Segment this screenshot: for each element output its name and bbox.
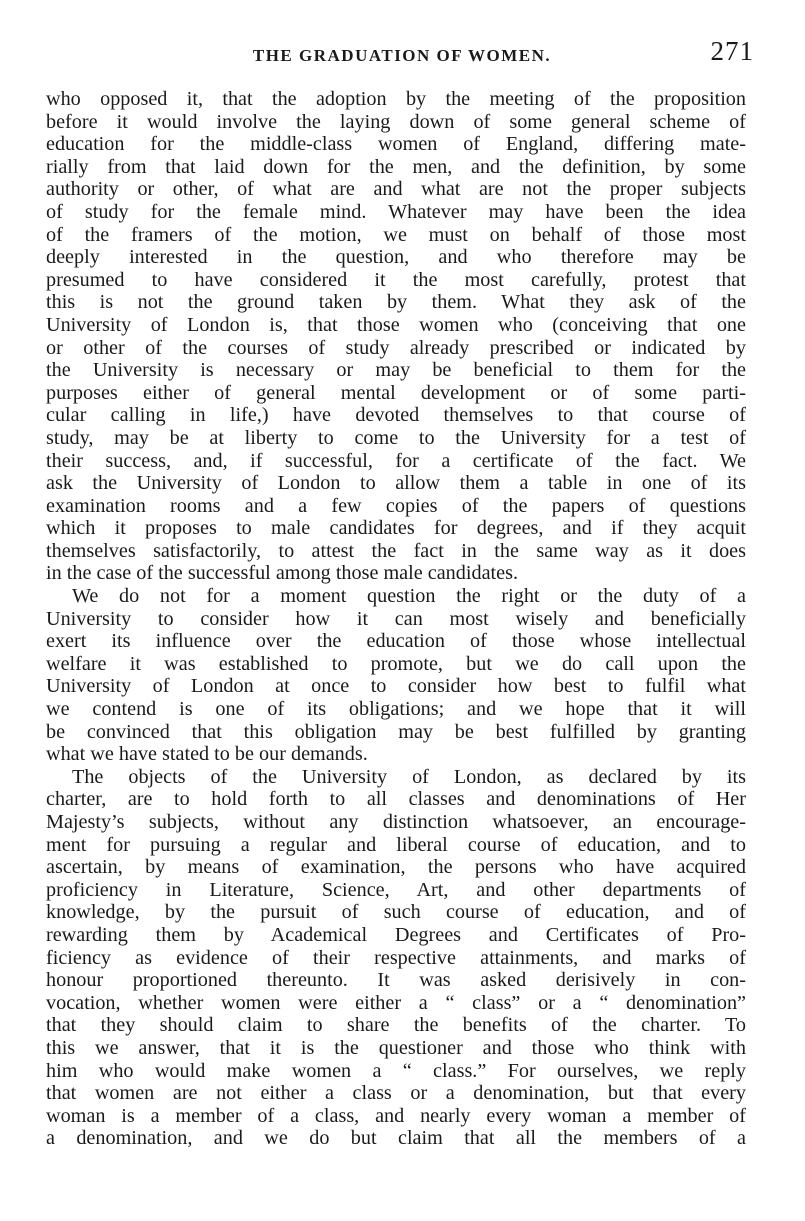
text-line: we contend is one of its obligations; and we hope that it will (46, 698, 746, 721)
text-line: rewarding them by Academical Degrees and Certificates of Pro- (46, 923, 746, 946)
text-line: their success, and, if successful, for a certificate of the fact. We (46, 449, 746, 472)
text-line: Majesty’s subjects, without any distinction whatsoever, an encourage- (46, 811, 746, 833)
text-line: study, may be at liberty to come to the University for a test of (46, 426, 746, 449)
text-line: University of London at once to consider how best to fulfil what (46, 675, 746, 698)
running-title: THE GRADUATION OF WOMEN. (252, 46, 552, 65)
text-line: The objects of the University of London, as declared by its (72, 765, 746, 788)
page-number: 271 (710, 36, 754, 66)
text-line: a denomination, and we do but claim that all the members of a (46, 1127, 746, 1150)
text-line: of the framers of the motion, we must on behalf of those most (46, 223, 746, 246)
text-line: University to consider how it can most wisely and beneficially (46, 607, 746, 630)
text-line: presumed to have considered it the most carefully, protest that (46, 268, 746, 291)
text-line: that they should claim to share the benefits of the charter. To (46, 1014, 746, 1037)
text-line: what we have stated to be our demands. (46, 743, 368, 766)
paragraph-2 (46, 585, 746, 766)
paragraph-3 (46, 766, 746, 1150)
text-line: before it would involve the laying down of some general scheme of (46, 110, 746, 133)
text-line: ment for pursuing a regular and liberal course of education, and to (46, 833, 746, 856)
text-line: him who would make women a “ class.” For ourselves, we reply (46, 1059, 746, 1082)
text-line: welfare it was established to promote, but we do call upon the (46, 652, 746, 675)
text-line: knowledge, by the pursuit of such course of education, and of (46, 901, 746, 924)
text-line: of study for the female mind. Whatever may have been the idea (46, 200, 746, 223)
text-line: in the case of the successful among those male candidates. (46, 562, 519, 585)
text-line: rially from that laid down for the men, and the definition, by some (46, 155, 746, 178)
text-line: woman is a member of a class, and nearly every woman a member of (46, 1104, 746, 1127)
text-line: or other of the courses of study already prescribed or indicated by (46, 336, 746, 359)
text-line: this we answer, that it is the questioner and those who think with (46, 1036, 746, 1059)
text-line: vocation, whether women were either a “ class” or a “ denomination” (46, 991, 746, 1014)
text-line: We do not for a moment question the right or the duty of a (72, 585, 746, 608)
text-line: ask the University of London to allow them a table in one of its (46, 472, 746, 495)
text-line: ascertain, by means of examination, the persons who have acquired (46, 856, 746, 879)
text-line: ficiency as evidence of their respective attainments, and marks of (46, 946, 746, 969)
page-header (46, 34, 758, 66)
body-text (46, 88, 746, 1150)
text-line: be convinced that this obligation may be best fulfilled by granting (46, 720, 746, 743)
text-line: education for the middle-class women of England, differing mate- (46, 133, 746, 156)
text-line: charter, are to hold forth to all classes and denominations of Her (46, 788, 746, 811)
paragraph-1 (46, 88, 746, 585)
text-line: honour proportioned thereunto. It was asked derisively in con- (46, 969, 746, 992)
text-line: authority or other, of what are and what are not the proper subjects (46, 178, 746, 201)
text-line: proficiency in Literature, Science, Art, and other departments of (46, 878, 746, 901)
text-line: the University is necessary or may be beneficial to them for the (46, 359, 746, 382)
text-line: this is not the ground taken by them. What they ask of the (46, 291, 746, 314)
text-line: examination rooms and a few copies of the papers of questions (46, 494, 746, 517)
text-line: deeply interested in the question, and who therefore may be (46, 246, 746, 269)
text-line: themselves satisfactorily, to attest the fact in the same way as it does (46, 539, 746, 562)
text-line: cular calling in life,) have devoted themselves to that course of (46, 404, 746, 427)
text-line: who opposed it, that the adoption by the meeting of the proposition (46, 88, 746, 110)
text-line: exert its influence over the education of those whose intellectual (46, 630, 746, 653)
text-line: which it proposes to male candidates for degrees, and if they acquit (46, 517, 746, 540)
text-line: that women are not either a class or a denomination, but that every (46, 1082, 746, 1105)
text-line: University of London is, that those women who (conceiving that one (46, 313, 746, 336)
text-line: purposes either of general mental development or of some parti- (46, 381, 746, 404)
